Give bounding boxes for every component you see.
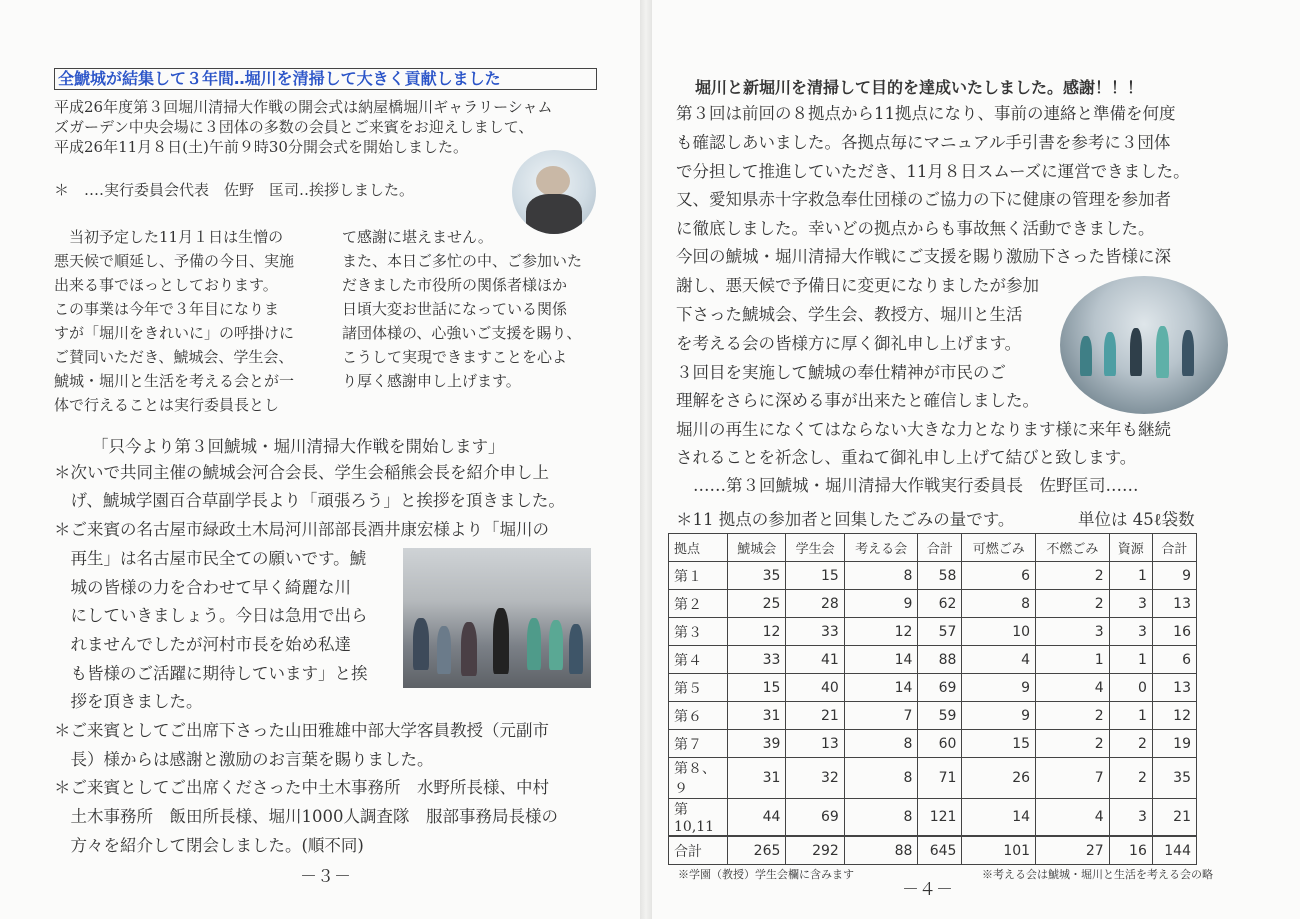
table-cell: 9: [844, 590, 918, 618]
greeting-col1: 鯱城・堀川と生活を考える会とが一: [54, 372, 295, 390]
table-cell: 12: [728, 618, 786, 646]
body-line: にしていきましょう。今日は急用で出ら: [54, 606, 368, 625]
table-cell: 14: [844, 674, 918, 702]
body-line: ＊ご来賓としてご出席くださった中土木事務所 水野所長様、中村: [54, 778, 549, 797]
table-cell: 26: [962, 758, 1036, 799]
table-cell: 2: [1036, 562, 1110, 590]
table-cell: 1: [1109, 646, 1152, 674]
footnote-right: ※考える会は鯱城・堀川と生活を考える会の略: [982, 868, 1213, 881]
table-cell: 60: [918, 730, 962, 758]
table-cell: 15: [728, 674, 786, 702]
table-cell: 292: [786, 836, 844, 865]
table-cell: 35: [1152, 758, 1196, 799]
intro-line: 平成26年度第３回堀川清掃大作戦の開会式は納屋橋堀川ギャラリーシャム: [54, 98, 553, 116]
speaker-line: ＊ ‥‥実行委員会代表 佐野 匡司‥挨拶しました。: [54, 181, 415, 199]
opening-ceremony-photo: [403, 548, 591, 688]
header-cell: 合計: [1152, 534, 1196, 562]
header-cell: 学生会: [786, 534, 844, 562]
table-cell: 39: [728, 730, 786, 758]
table-cell: 4: [1036, 674, 1110, 702]
table-cell: 7: [1036, 758, 1110, 799]
table-row: [669, 758, 1197, 799]
person-figure: [569, 624, 583, 674]
body-line: ＊ご来賓としてご出席下さった山田雅雄中部大学客員教授（元副市: [54, 721, 549, 740]
table-cell: 15: [786, 562, 844, 590]
table-cell: 15: [962, 730, 1036, 758]
table-cell: 8: [844, 758, 918, 799]
table-header-row: [669, 534, 1197, 562]
body-line: 長）様からは感謝と激励のお言葉を賜りました。: [54, 750, 434, 769]
table-cell: 14: [962, 799, 1036, 837]
body-line: 方々を紹介して閉会しました。(順不同): [54, 836, 364, 855]
person-figure: [527, 618, 541, 670]
table-cell: 13: [1152, 674, 1196, 702]
table-cell: 21: [1152, 799, 1196, 837]
table-cell: 14: [844, 646, 918, 674]
chairman-photo: [512, 150, 596, 234]
table-row: [669, 590, 1197, 618]
report-line: 下さった鯱城会、学生会、教授方、堀川と生活: [676, 305, 1023, 324]
person-figure: [461, 622, 477, 676]
table-cell: 31: [728, 702, 786, 730]
table-unit: 単位は 45ℓ袋数: [1078, 510, 1195, 529]
left-page-number: －３－: [300, 867, 351, 887]
report-line: に徹底しました。幸いどの拠点からも事故無く活動できました。: [676, 219, 1155, 238]
table-cell: 40: [786, 674, 844, 702]
person-figure: [1080, 336, 1092, 376]
table-cell: 8: [844, 799, 918, 837]
table-body: [669, 562, 1197, 865]
body-line: 再生」は名古屋市民全ての願いです。鯱: [54, 549, 367, 568]
table-cell: 1: [1109, 562, 1152, 590]
table-row: [669, 674, 1197, 702]
report-line: 又、愛知県赤十字救急奉仕団様のご協力の下に健康の管理を参加者: [676, 190, 1171, 209]
table-cell: 59: [918, 702, 962, 730]
start-heading: 「只今より第３回鯱城・堀川清掃大作戦を開始します」: [92, 437, 505, 456]
chairman-body: [526, 194, 582, 234]
cleanup-activity-photo: [1060, 276, 1228, 414]
table-cell: 2: [1109, 758, 1152, 799]
header-cell: 資源: [1109, 534, 1152, 562]
row-label-cell: 第５: [669, 674, 728, 702]
table-cell: 6: [1152, 646, 1196, 674]
greeting-col2: り厚く感謝申し上げます。: [342, 372, 521, 390]
greeting-col1: 当初予定した11月１日は生憎の: [54, 228, 284, 246]
body-line: れませんでしたが河村市長を始め私達: [54, 635, 351, 654]
table-row: [669, 799, 1197, 837]
table-cell: 71: [918, 758, 962, 799]
report-line: 第３回は前回の８拠点から11拠点になり、事前の連絡と準備を何度: [676, 104, 1176, 123]
footnote-left: ※学園（教授）学生会欄に含みます: [678, 868, 854, 881]
waste-collection-table: [668, 533, 1197, 865]
row-label-cell: 第10,11: [669, 799, 728, 837]
body-line: 城の皆様の力を合わせて早く綺麗な川: [54, 578, 351, 597]
table-cell: 144: [1152, 836, 1196, 865]
table-cell: 31: [728, 758, 786, 799]
table-cell: 28: [786, 590, 844, 618]
row-label-cell: 合計: [669, 836, 728, 865]
body-line: も皆様のご活躍に期待しています」と挨: [54, 664, 368, 683]
person-figure: [1156, 326, 1169, 378]
report-line: で分担して推進していただき、11月８日スムーズに運営できました。: [676, 162, 1190, 181]
table-cell: 12: [844, 618, 918, 646]
table-cell: 13: [786, 730, 844, 758]
table-cell: 62: [918, 590, 962, 618]
table-cell: 10: [962, 618, 1036, 646]
greeting-col1: 出来る事でほっとしております。: [54, 276, 278, 294]
table-cell: 1: [1036, 646, 1110, 674]
greeting-col2: こうして実現できますことを心よ: [342, 348, 568, 366]
table-cell: 88: [844, 836, 918, 865]
table-cell: 19: [1152, 730, 1196, 758]
row-label-cell: 第６: [669, 702, 728, 730]
report-line: も確認しあいました。各拠点毎にマニュアル手引書を参考に３団体: [676, 133, 1171, 152]
row-label-cell: 第７: [669, 730, 728, 758]
greeting-col1: 悪天候で順延し、予備の今日、実施: [54, 252, 295, 270]
right-page-number: －４－: [902, 880, 953, 900]
report-line: 今回の鯱城・堀川清掃大作戦にご支援を賜り激励下さった皆様に深: [676, 247, 1171, 266]
header-cell: 不燃ごみ: [1036, 534, 1110, 562]
person-figure: [437, 626, 451, 674]
table-row: [669, 562, 1197, 590]
table-row: [669, 702, 1197, 730]
table-row: [669, 646, 1197, 674]
table-cell: 27: [1036, 836, 1110, 865]
table-cell: 57: [918, 618, 962, 646]
header-cell: 可燃ごみ: [962, 534, 1036, 562]
greeting-col1: この事業は今年で３年目になりま: [54, 300, 280, 318]
table-cell: 25: [728, 590, 786, 618]
table-cell: 121: [918, 799, 962, 837]
table-cell: 2: [1109, 730, 1152, 758]
table-cell: 21: [786, 702, 844, 730]
table-cell: 32: [786, 758, 844, 799]
greeting-col1: ご賛同いただき、鯱城会、学生会、: [54, 348, 294, 366]
left-page-title: 全鯱城が結集して３年間‥堀川を清掃して大きく貢献しました: [58, 69, 501, 88]
table-cell: 8: [844, 562, 918, 590]
intro-line: 平成26年11月８日(土)午前９時30分開会式を開始しました。: [54, 138, 468, 156]
table-cell: 69: [918, 674, 962, 702]
greeting-col1: すが「堀川をきれいに」の呼掛けに: [54, 324, 295, 342]
report-line: 謝し、悪天候で予備日に変更になりましたが参加: [676, 276, 1039, 295]
table-cell: 44: [728, 799, 786, 837]
header-cell: 拠点: [669, 534, 728, 562]
body-line: 土木事務所 飯田所長様、堀川1000人調査隊 服部事務局長様の: [54, 807, 558, 826]
table-cell: 88: [918, 646, 962, 674]
table-cell: 2: [1036, 702, 1110, 730]
report-line: されることを祈念し、重ねて御礼申し上げて結びと致します。: [676, 448, 1137, 467]
person-figure: [549, 620, 563, 670]
table-cell: 16: [1109, 836, 1152, 865]
greeting-col2: 諸団体様の、心強いご支援を賜り、: [342, 324, 582, 342]
table-cell: 645: [918, 836, 962, 865]
table-cell: 9: [962, 702, 1036, 730]
table-cell: 8: [962, 590, 1036, 618]
table-cell: 4: [962, 646, 1036, 674]
table-cell: 2: [1036, 730, 1110, 758]
report-line: 堀川の再生になくてはならない大きな力となります様に来年も継続: [676, 420, 1171, 439]
table-cell: 101: [962, 836, 1036, 865]
person-figure: [1182, 330, 1194, 376]
row-label-cell: 第２: [669, 590, 728, 618]
table-total-row: [669, 836, 1197, 865]
header-cell: 合計: [918, 534, 962, 562]
chairman-head: [536, 166, 570, 196]
page-gutter: [640, 0, 652, 919]
row-label-cell: 第１: [669, 562, 728, 590]
committee-signature: ‥‥‥第３回鯱城・堀川清掃大作戦実行委員長 佐野匡司‥‥‥: [693, 476, 1139, 495]
header-cell: 鯱城会: [728, 534, 786, 562]
table-cell: 33: [786, 618, 844, 646]
table-cell: 3: [1036, 618, 1110, 646]
person-figure: [413, 618, 429, 670]
table-cell: 7: [844, 702, 918, 730]
table-cell: 3: [1109, 590, 1152, 618]
greeting-col2: て感謝に堪えません。: [342, 228, 493, 246]
body-line: 拶を頂きました。: [54, 692, 203, 711]
table-row: [669, 730, 1197, 758]
greeting-col1: 体で行えることは実行委員長とし: [54, 396, 280, 414]
table-row: [669, 618, 1197, 646]
report-line: 理解をさらに深める事が出来たと確信しました。: [676, 391, 1039, 410]
table-cell: 3: [1109, 799, 1152, 837]
right-page-title: 堀川と新堀川を清掃して目的を達成いたしました。感謝！！！: [695, 78, 1144, 97]
table-cell: 2: [1036, 590, 1110, 618]
table-cell: 12: [1152, 702, 1196, 730]
table-cell: 8: [844, 730, 918, 758]
table-cell: 58: [918, 562, 962, 590]
header-cell: 考える会: [844, 534, 918, 562]
table-cell: 3: [1109, 618, 1152, 646]
table-cell: 9: [962, 674, 1036, 702]
person-figure: [1130, 328, 1142, 376]
table-cell: 13: [1152, 590, 1196, 618]
table-cell: 69: [786, 799, 844, 837]
row-label-cell: 第４: [669, 646, 728, 674]
table-cell: 35: [728, 562, 786, 590]
table-cell: 1: [1109, 702, 1152, 730]
body-line: ＊次いで共同主催の鯱城会河合会長、学生会稲熊会長を紹介申し上: [54, 463, 549, 482]
greeting-col2: だきました市役所の関係者様ほか: [342, 276, 568, 294]
body-line: げ、鯱城学園百合草副学長より「頑張ろう」と挨拶を頂きました。: [54, 491, 565, 510]
table-cell: 0: [1109, 674, 1152, 702]
report-line: ３回目を実施して鯱城の奉仕精神が市民のご: [676, 363, 1006, 382]
row-label-cell: 第８、９: [669, 758, 728, 799]
table-cell: 6: [962, 562, 1036, 590]
table-cell: 9: [1152, 562, 1196, 590]
person-figure: [1104, 332, 1116, 376]
greeting-col2: また、本日ご多忙の中、ご参加いた: [342, 252, 583, 270]
report-line: を考える会の皆様方に厚く御礼申し上げます。: [676, 334, 1022, 353]
table-cell: 16: [1152, 618, 1196, 646]
intro-line: ズガーデン中央会場に３団体の多数の会員とご来賓をお迎えしまして、: [54, 118, 534, 136]
table-cell: 41: [786, 646, 844, 674]
table-cell: 4: [1036, 799, 1110, 837]
table-cell: 265: [728, 836, 786, 865]
person-figure: [493, 608, 509, 674]
table-caption: ＊11 拠点の参加者と回集したごみの量です。: [676, 510, 1015, 529]
table-cell: 33: [728, 646, 786, 674]
greeting-col2: 日頃大変お世話になっている関係: [342, 300, 568, 318]
row-label-cell: 第３: [669, 618, 728, 646]
body-line: ＊ご来賓の名古屋市緑政土木局河川部部長酒井康宏様より「堀川の: [54, 520, 549, 539]
